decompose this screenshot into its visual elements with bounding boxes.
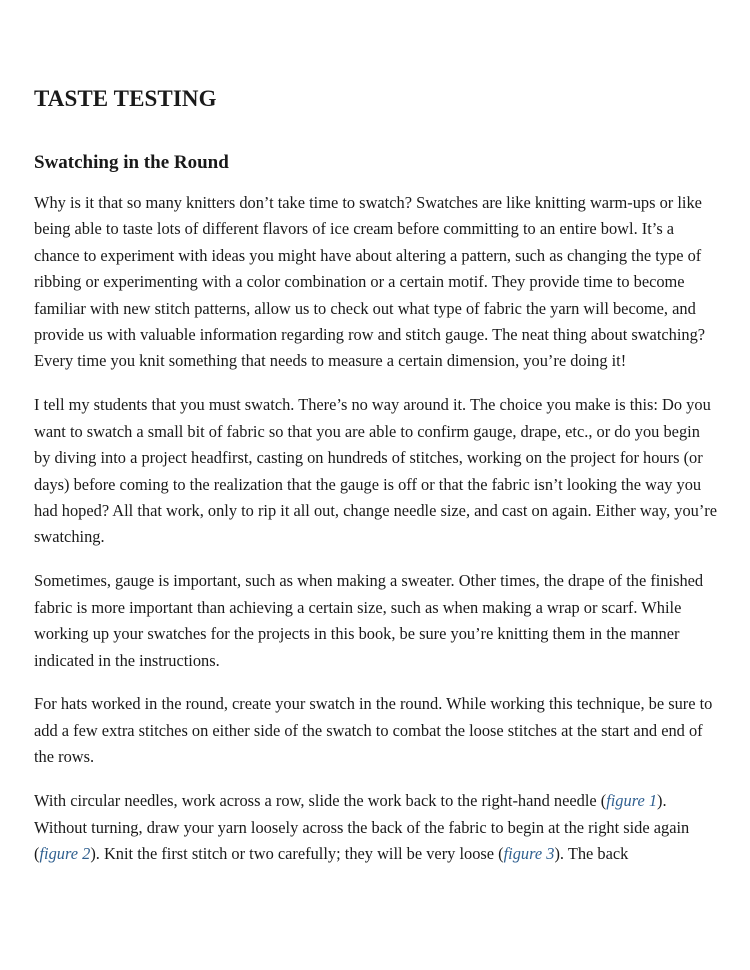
paragraph-circular-needles bbox=[34, 788, 720, 867]
figure-1-link[interactable]: figure 1 bbox=[606, 791, 658, 811]
paragraph-must-swatch: I tell my students that you must swatch. There’s no way around it. The choice you make is this: Do you want to swatch a small bit of fabric so that you are able to confirm gauge, drape, etc., or do you begin by diving into a project headfirst, casting on hundreds of stitches, working on the project for hours (or days) before coming to the realization that the gauge is off or that the fabric isn’t looking the way you had hoped? All that work, only to rip it all out, change needle size, and cast on again. Either way, you’re swatching. bbox=[34, 395, 718, 547]
paragraph-hats: For hats worked in the round, create your swatch in the round. While working this technique, be sure to add a few extra stitches on either side of the swatch to combat the loose stitches at the start and end of the rows. bbox=[34, 694, 713, 767]
page-content bbox=[34, 84, 720, 885]
section-subheading: Swatching in the Round bbox=[34, 152, 229, 173]
paragraph-gauge: Sometimes, gauge is important, such as when making a sweater. Other times, the drape of the finished fabric is more important than achieving a certain size, such as when making a wrap or scarf. While working up your swatches for the projects in this book, be sure you’re knitting them in the manner indicated in the instructions. bbox=[34, 571, 704, 670]
figure-3-link[interactable]: figure 3 bbox=[503, 843, 555, 863]
section-heading: TASTE TESTING bbox=[34, 86, 217, 111]
paragraph-intro: Why is it that so many knitters don’t take time to swatch? Swatches are like knitting warm-ups or like being able to taste lots of different flavors of ice cream before committing to an entire bowl. It’s a chance to experiment with ideas you might have about altering a pattern, such as changing the type of ribbing or experimenting with a color combination or a certain motif. They provide time to become familiar with new stitch patterns, allow us to check out what type of fabric the yarn will become, and provide us with valuable information regarding row and stitch gauge. The neat thing about swatching? Every time you knit something that needs to measure a certain dimension, you’re doing it! bbox=[34, 193, 706, 371]
figure-2-link[interactable]: figure 2 bbox=[39, 843, 91, 863]
text-segment: With circular needles, work across a row, slide the work back to the right-hand needle ( bbox=[34, 791, 607, 811]
text-segment: ). The back bbox=[554, 843, 629, 863]
text-segment: ). Without turning, draw your yarn loosely across the back of the fabric to begin at the right side again ( bbox=[34, 791, 690, 863]
text-segment: ). Knit the first stitch or two carefully; they will be very loose ( bbox=[90, 843, 504, 863]
